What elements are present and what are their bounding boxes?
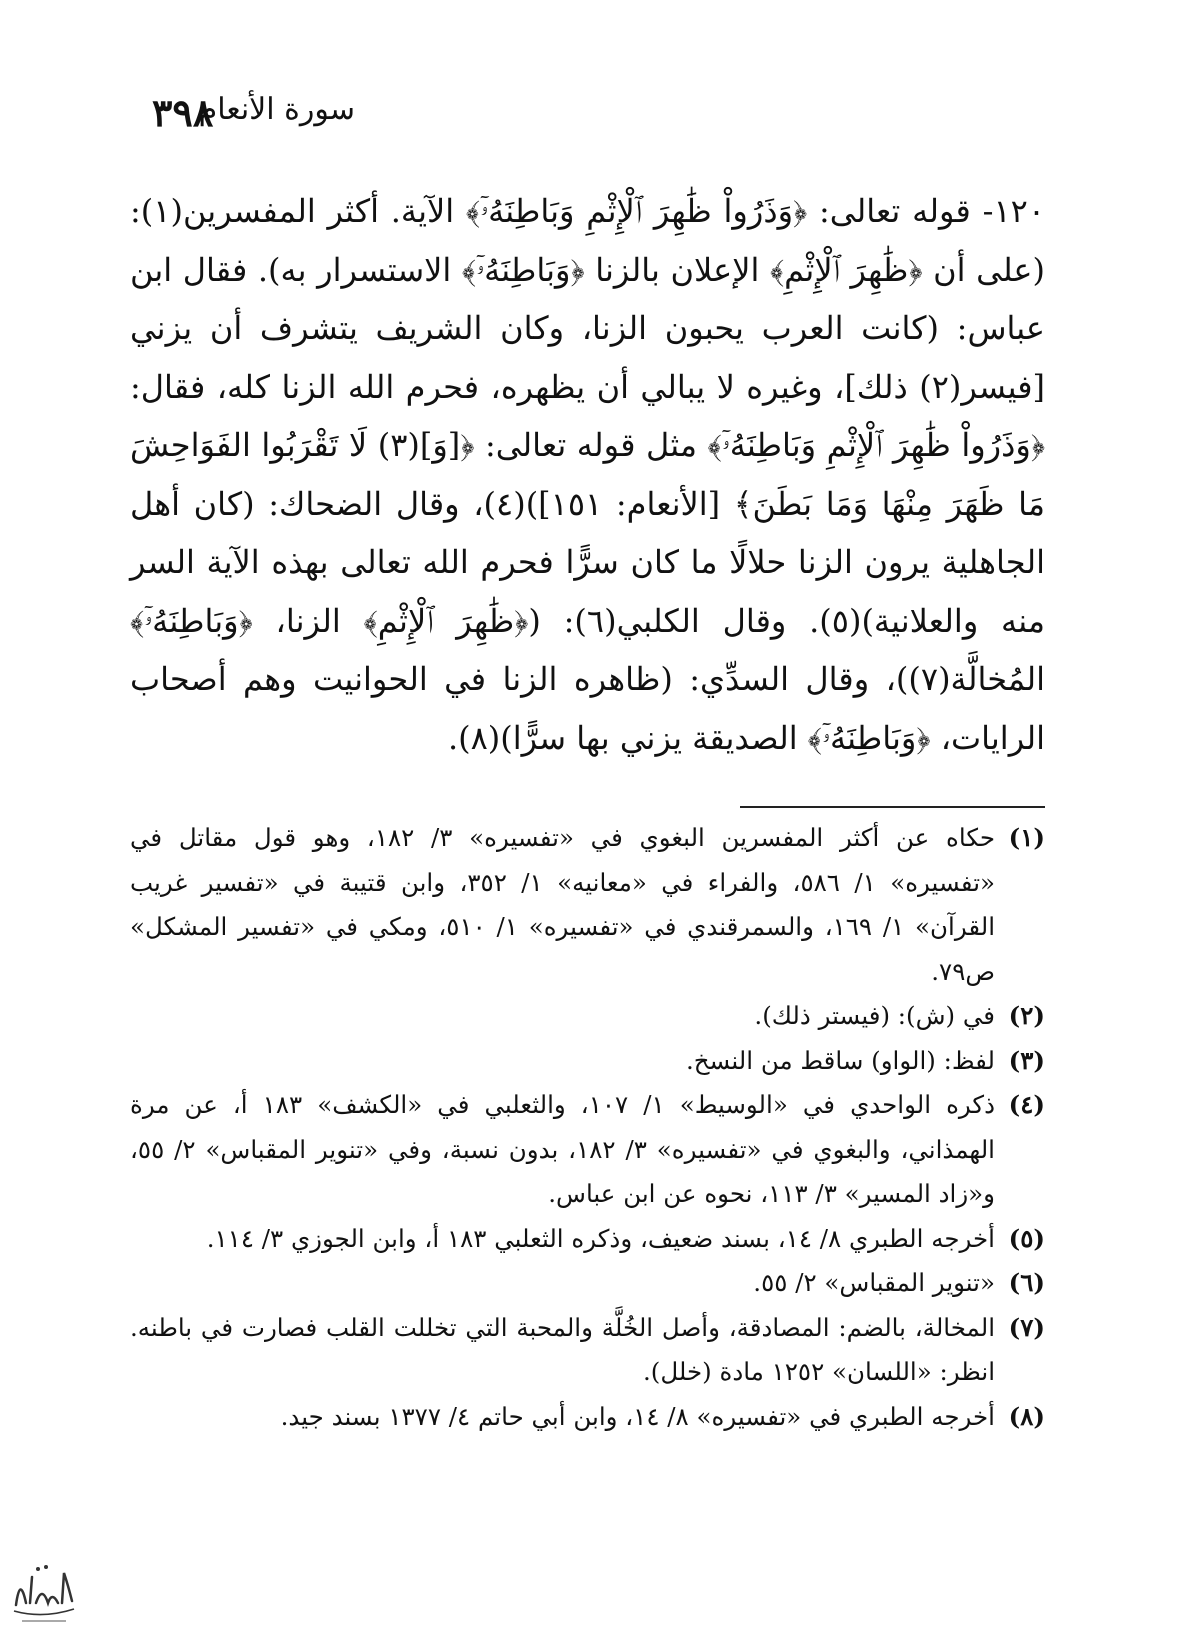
main-paragraph: ١٢٠- قوله تعالى: ﴿وَذَرُواْ ظَٰهِرَ ٱلْإِثْمِ وَبَاطِنَهُۥٓ﴾ الآية. أكثر المفسرين(١): (على أن ﴿ظَٰهِرَ ٱلْإِثْمِ﴾ الإعلان بالزنا ﴿وَبَاطِنَهُۥٓ﴾ الاستسرار به). فقال ابن عباس: (كانت العرب يحبون الزنا، وكان الشريف يتشرف أن يزني [فيسر(٢) ذلك]، وغيره لا يبالي أن يظهره، فحرم الله الزنا كله، فقال: ﴿وَذَرُواْ ظَٰهِرَ ٱلْإِثْمِ وَبَاطِنَهُۥٓ﴾ مثل قوله تعالى: ﴿[وَ](٣) لَا تَقْرَبُوا الفَوَاحِشَ مَا ظَهَرَ مِنْهَا وَمَا بَطَنَ﴾ [الأنعام: ١٥١])(٤)، وقال الضحاك: (كان أهل الجاهلية يرون الزنا حلالًا ما كان سرًّا فحرم الله تعالى بهذه الآية السر منه والعلانية)(٥). وقال الكلبي(٦): (﴿ظَٰهِرَ ٱلْإِثْمِ﴾ الزنا، ﴿وَبَاطِنَهُۥٓ﴾ المُخالَّة(٧))، وقال السدِّي: (ظاهره الزنا في الحوانيت وهم أصحاب الرايات، ﴿وَبَاطِنَهُۥٓ﴾ الصديقة يزني بها سرًّا)(٨). [130, 192, 1046, 757]
footnote-number: (٣) [1008, 1045, 1045, 1075]
footnote-number: (٧) [1008, 1312, 1045, 1342]
footnote-divider [740, 806, 1045, 808]
surah-title: سورة الأنعام [198, 92, 355, 127]
footnote-text: أخرجه الطبري ٨/ ١٤، بسند ضعيف، وذكره الثعلبي ١٨٣ أ، وابن الجوزي ٣/ ١١٤. [206, 1223, 995, 1253]
footnote-text: حكاه عن أكثر المفسرين البغوي في «تفسيره» ٣/ ١٨٢، وهو قول مقاتل في «تفسيره» ١/ ٥٨٦، والفراء في «معانيه» ١/ ٣٥٢، وابن قتيبة في «تفسير غريب القرآن» ١/ ١٦٩، والسمرقندي في «تفسيره» ١/ ٥١٠، ومكي في «تفسير المشكل» ص٧٩. [130, 823, 996, 986]
footnote-text: في (ش): (فيستر ذلك). [754, 1001, 995, 1030]
footnote [130, 1306, 1045, 1395]
footnote [130, 994, 1045, 1039]
footnote-text: المخالة، بالضم: المصادقة، وأصل الخُلَّة والمحبة التي تخللت القلب فصارت في باطنه. انظر: «اللسان» ١٢٥٢ مادة (خلل). [130, 1312, 995, 1386]
footnote-number: (٥) [1008, 1223, 1045, 1253]
footnote [130, 1083, 1045, 1217]
footnote-text: ذكره الواحدي في «الوسيط» ١/ ١٠٧، والثعلبي في «الكشف» ١٨٣ أ، عن مرة الهمذاني، والبغوي في «تفسيره» ٣/ ١٨٢، بدون نسبة، وفي «تنوير المقباس» ٢/ ٥٥، و«زاد المسير» ٣/ ١١٣، نحوه عن ابن عباس. [130, 1090, 995, 1208]
footnote-number: (٨) [1008, 1401, 1045, 1431]
page-number: ٣٩٨ [152, 90, 214, 135]
footnote-text: «تنوير المقباس» ٢/ ٥٥. [753, 1268, 995, 1297]
footnote-number: (١) [1008, 823, 1045, 852]
footnote-text: لفظ: (الواو) ساقط من النسخ. [685, 1045, 995, 1075]
footnote [130, 1261, 1045, 1306]
publisher-logo-icon [8, 1555, 78, 1630]
footnotes [130, 816, 1045, 1439]
footnote [130, 1217, 1045, 1262]
footnote [130, 1395, 1045, 1440]
footnote [130, 816, 1045, 994]
footnote-number: (٦) [1008, 1268, 1045, 1297]
footnote [130, 1039, 1045, 1084]
footnote-text: أخرجه الطبري في «تفسيره» ٨/ ١٤، وابن أبي حاتم ٤/ ١٣٧٧ بسند جيد. [280, 1401, 995, 1431]
footnote-number: (٤) [1008, 1090, 1045, 1119]
main-text [130, 182, 1045, 767]
footnote-number: (٢) [1008, 1001, 1045, 1030]
